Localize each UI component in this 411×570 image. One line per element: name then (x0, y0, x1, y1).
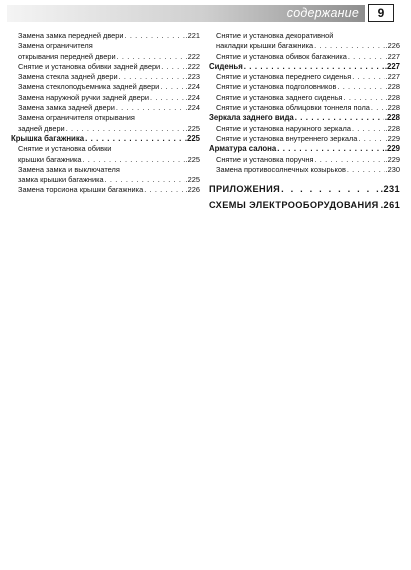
toc-section[interactable] (209, 62, 400, 72)
section-title: содержание (286, 6, 359, 20)
leader-dots (337, 82, 384, 92)
toc-entry-title: Снятие и установка подголовников (216, 82, 337, 92)
leader-dots (66, 124, 185, 134)
toc-entry-page: .230 (385, 164, 400, 174)
toc-entry-page: .228 (385, 82, 400, 92)
toc-entry[interactable] (209, 155, 400, 165)
toc-entry-page: .226 (185, 185, 200, 195)
toc-section-title: Сиденья (209, 61, 243, 71)
toc-entry-page: .228 (385, 92, 400, 102)
toc-major-page: .261 (380, 200, 401, 211)
toc-entry[interactable] (11, 175, 200, 185)
leader-dots (352, 124, 385, 134)
toc-entry[interactable] (11, 72, 200, 82)
toc-entry-page: .229 (385, 154, 400, 164)
leader-dots (85, 134, 184, 144)
toc-entry-page: .226 (385, 41, 400, 51)
leader-dots (358, 134, 384, 144)
toc-section-page: .225 (184, 133, 200, 143)
toc-entry[interactable] (11, 93, 200, 103)
toc-entry-title: Снятие и установка наружного зеркала (216, 123, 351, 133)
spacer (209, 175, 400, 183)
toc-column-right (209, 31, 400, 211)
toc-major-title: СХЕМЫ ЭЛЕКТРООБОРУДОВАНИЯ (209, 200, 379, 211)
leader-dots (144, 185, 184, 195)
toc-entry[interactable] (11, 31, 200, 41)
toc-entry[interactable] (11, 124, 200, 134)
leader-dots (244, 62, 384, 72)
leader-dots (161, 62, 184, 72)
toc-entry-page: .225 (185, 154, 200, 164)
toc-entry-page: .229 (385, 133, 400, 143)
toc-entry-page: .222 (185, 51, 200, 61)
toc-section-page: .227 (384, 61, 400, 71)
toc-entry-page: .222 (185, 61, 200, 71)
toc-entry[interactable] (209, 82, 400, 92)
toc-column-left (11, 31, 200, 196)
toc-entry-title: Снятие и установка переднего сиденья (216, 72, 352, 82)
toc-entry-title-line: Снятие и установка декоративной (216, 31, 334, 40)
leader-dots (119, 72, 185, 82)
leader-dots (314, 155, 384, 165)
toc-entry-page: .227 (385, 51, 400, 61)
leader-dots (116, 103, 185, 113)
toc-entry[interactable] (11, 185, 200, 195)
toc-entry-title: замка крышки багажника (18, 175, 104, 185)
toc-entry-title: открывания передней двери (18, 51, 116, 61)
toc-entry-title: Замена наружной ручки задней двери (18, 92, 150, 102)
toc-entry-title: крышки багажника (18, 154, 82, 164)
toc-entry-title: Замена торсиона крышки багажника (18, 185, 144, 195)
leader-dots (314, 41, 384, 51)
toc-entry-page: .227 (385, 72, 400, 82)
leader-dots (82, 155, 184, 165)
leader-dots (347, 165, 385, 175)
toc-entry-page: .223 (185, 72, 200, 82)
leader-dots (105, 175, 185, 185)
toc-section[interactable] (209, 113, 400, 123)
leader-dots (281, 183, 379, 195)
toc-entry-title: Снятие и установка обивки задней двери (18, 61, 161, 71)
toc-entry[interactable] (209, 165, 400, 175)
toc-entry-title: Замена стекла задней двери (18, 72, 118, 82)
toc-entry-title: Снятие и установка внутреннего зеркала (216, 133, 358, 143)
toc-entry[interactable] (209, 72, 400, 82)
toc-section-title: Крышка багажника (11, 133, 85, 143)
leader-dots (348, 52, 385, 62)
toc-section[interactable] (11, 134, 200, 144)
toc-entry-page: .225 (185, 175, 200, 185)
leader-dots (125, 31, 185, 41)
leader-dots (344, 93, 385, 103)
leader-dots (117, 52, 185, 62)
toc-entry[interactable] (209, 103, 400, 113)
toc-entry-title-line: Замена замка и выключателя (18, 164, 120, 174)
toc-entry-page: .228 (385, 123, 400, 133)
toc-entry-page: .224 (185, 82, 200, 92)
toc-entry-page: .228 (385, 103, 400, 113)
toc-entry-page: .225 (185, 123, 200, 133)
toc-entry-page: .224 (185, 92, 200, 102)
toc-entry[interactable] (11, 52, 200, 62)
page-number: 9 (368, 4, 394, 22)
toc-entry-title-line: Замена ограничителя открывания (18, 113, 135, 123)
toc-entry[interactable] (11, 62, 200, 72)
toc-section-title: Арматура салона (209, 144, 277, 154)
toc-entry[interactable] (11, 82, 200, 92)
toc-entry-title: Замена противосолнечных козырьков (216, 164, 346, 174)
toc-entry-title: Замена замка задней двери (18, 103, 115, 113)
toc-entry[interactable] (11, 155, 200, 165)
toc-entry-title: Снятие и установка заднего сиденья (216, 92, 343, 102)
toc-entry[interactable] (209, 93, 400, 103)
toc-major-section[interactable] (209, 183, 400, 195)
toc-entry-page: .221 (185, 31, 200, 40)
leader-dots (295, 113, 384, 123)
leader-dots (160, 82, 184, 92)
toc-entry-title-line: Замена ограничителя (18, 41, 93, 51)
leader-dots (277, 144, 384, 154)
toc-entry-title: Снятие и установка обивок багажника (216, 51, 347, 61)
toc-entry-title-line: Снятие и установка обивки (18, 144, 112, 154)
leader-dots (352, 72, 384, 82)
toc-entry[interactable] (209, 52, 400, 62)
toc-major-section[interactable] (209, 199, 400, 211)
toc-entry-title: накладки крышки багажника (216, 41, 314, 51)
toc-entry[interactable] (209, 124, 400, 134)
toc-section-page: .228 (384, 113, 400, 123)
toc-entry[interactable] (209, 134, 400, 144)
toc-entry-page: .224 (185, 103, 200, 113)
toc-entry[interactable] (11, 103, 200, 113)
leader-dots (371, 103, 385, 113)
toc-major-title: ПРИЛОЖЕНИЯ (209, 184, 281, 195)
toc-entry-title: Замена стеклоподъемника задней двери (18, 82, 160, 92)
toc-section[interactable] (209, 144, 400, 154)
leader-dots (150, 93, 185, 103)
toc-section-title: Зеркала заднего вида (209, 113, 294, 123)
toc-section-page: .229 (384, 144, 400, 154)
header-bar (7, 5, 365, 22)
toc-entry[interactable] (209, 41, 400, 51)
toc-entry-title: задней двери (18, 123, 65, 133)
toc-entry-title: Замена замка передней двери (18, 31, 124, 40)
toc-entry-title: Снятие и установка облицовки тоннеля пола (216, 103, 370, 113)
toc-major-page: .231 (380, 184, 400, 195)
toc-entry-title: Снятие и установка поручня (216, 154, 314, 164)
